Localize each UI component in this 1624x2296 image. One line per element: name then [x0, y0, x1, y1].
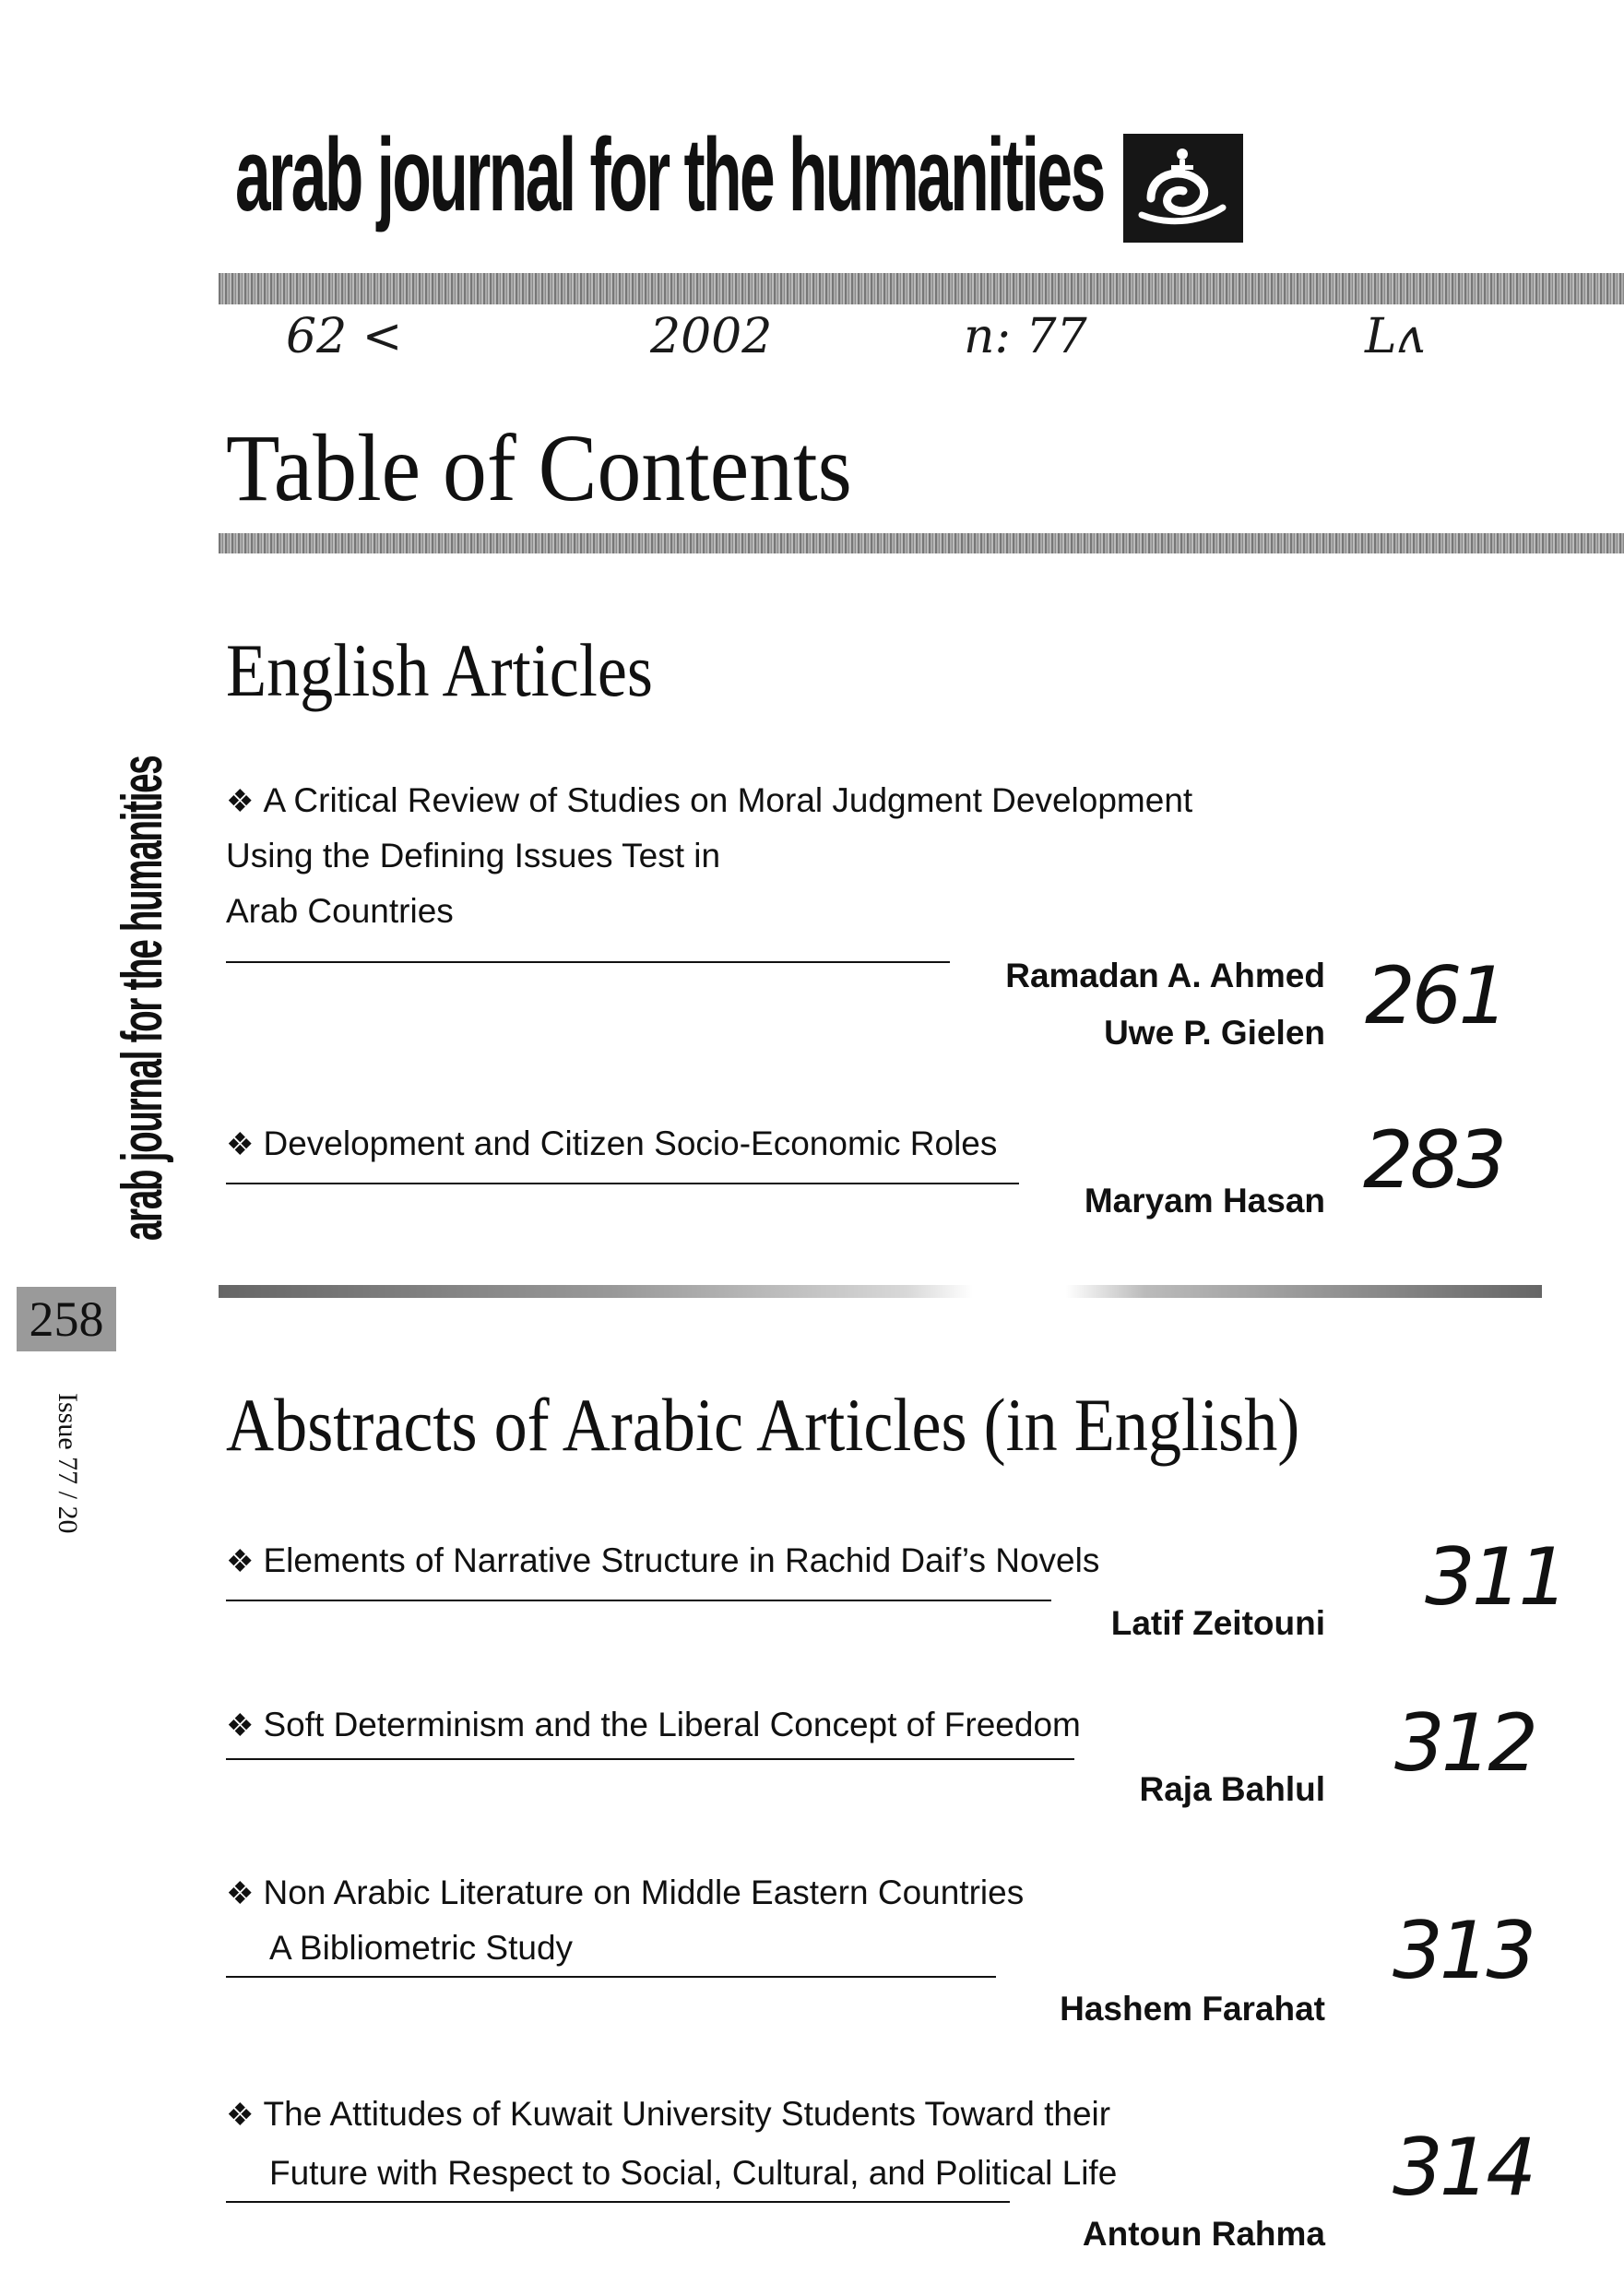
article-title-line: Arab Countries [226, 892, 454, 930]
spine-issue: Issue 77 / 20 [53, 1393, 83, 1534]
title-divider [219, 533, 1624, 553]
article-author: Uwe P. Gielen [1104, 1014, 1325, 1052]
handwritten-note: 62 < [286, 309, 403, 364]
bullet-icon: ❖ [226, 1127, 255, 1162]
article-author: Raja Bahlul [1139, 1770, 1325, 1808]
journal-logo [1123, 134, 1243, 243]
article-author: Ramadan A. Ahmed [1005, 957, 1325, 994]
page-number-handwritten: 283 [1363, 1114, 1504, 1207]
spine-journal-title: arab journal for the humanities [111, 755, 174, 1241]
article-author: Hashem Farahat [1060, 1990, 1325, 2028]
page-number-handwritten: 312 [1394, 1697, 1535, 1790]
bullet-icon: ❖ [226, 2098, 255, 2133]
article-rule [226, 1600, 1051, 1601]
article-rule [226, 1758, 1074, 1760]
bullet-icon: ❖ [226, 1544, 255, 1579]
masthead-divider [219, 273, 1624, 304]
article-title-line: Future with Respect to Social, Cultural, and Political Life [269, 2154, 1118, 2192]
bullet-icon: ❖ [226, 1708, 255, 1743]
article-rule [226, 1976, 996, 1978]
page-number-handwritten: 313 [1393, 1905, 1534, 1997]
bullet-icon: ❖ [226, 1876, 255, 1911]
section-title-abstracts: Abstracts of Arabic Articles (in English) [226, 1383, 1300, 1467]
spine-page-number: 258 [17, 1287, 116, 1351]
article-rule [226, 2201, 1010, 2203]
article-rule [226, 1183, 1019, 1184]
page-number-handwritten: 261 [1365, 950, 1506, 1042]
page-number-handwritten: 311 [1425, 1531, 1566, 1624]
article-title-line: A Bibliometric Study [269, 1929, 574, 1967]
article-rule [226, 961, 950, 963]
article-title: ❖ Development and Citizen Socio-Economic Roles [226, 1124, 998, 1162]
bullet-icon: ❖ [226, 784, 255, 819]
article-author: Maryam Hasan [1084, 1182, 1325, 1219]
article-title: ❖ Non Arabic Literature on Middle Eastern Countries [226, 1874, 1025, 1911]
section-divider [219, 1285, 1542, 1298]
page-title: Table of Contents [226, 415, 852, 521]
article-author: Antoun Rahma [1082, 2215, 1325, 2253]
section-title-english: English Articles [226, 628, 653, 712]
handwritten-year: 2002 [650, 309, 773, 364]
article-title: ❖ A Critical Review of Studies on Moral Judgment Development [226, 781, 1193, 819]
page-number-handwritten: 314 [1393, 2122, 1534, 2214]
article-title: ❖ The Attitudes of Kuwait University Students Toward their [226, 2095, 1111, 2133]
article-title: ❖ Elements of Narrative Structure in Rachid Daif’s Novels [226, 1541, 1100, 1579]
article-title: ❖ Soft Determinism and the Liberal Concept of Freedom [226, 1706, 1081, 1743]
article-title-line: Using the Defining Issues Test in [226, 837, 721, 874]
article-author: Latif Zeitouni [1110, 1604, 1325, 1642]
journal-masthead: arab journal for the humanities [235, 117, 1104, 232]
handwritten-mark: Lʌ [1365, 309, 1424, 364]
handwritten-issue: n: 77 [964, 309, 1087, 364]
